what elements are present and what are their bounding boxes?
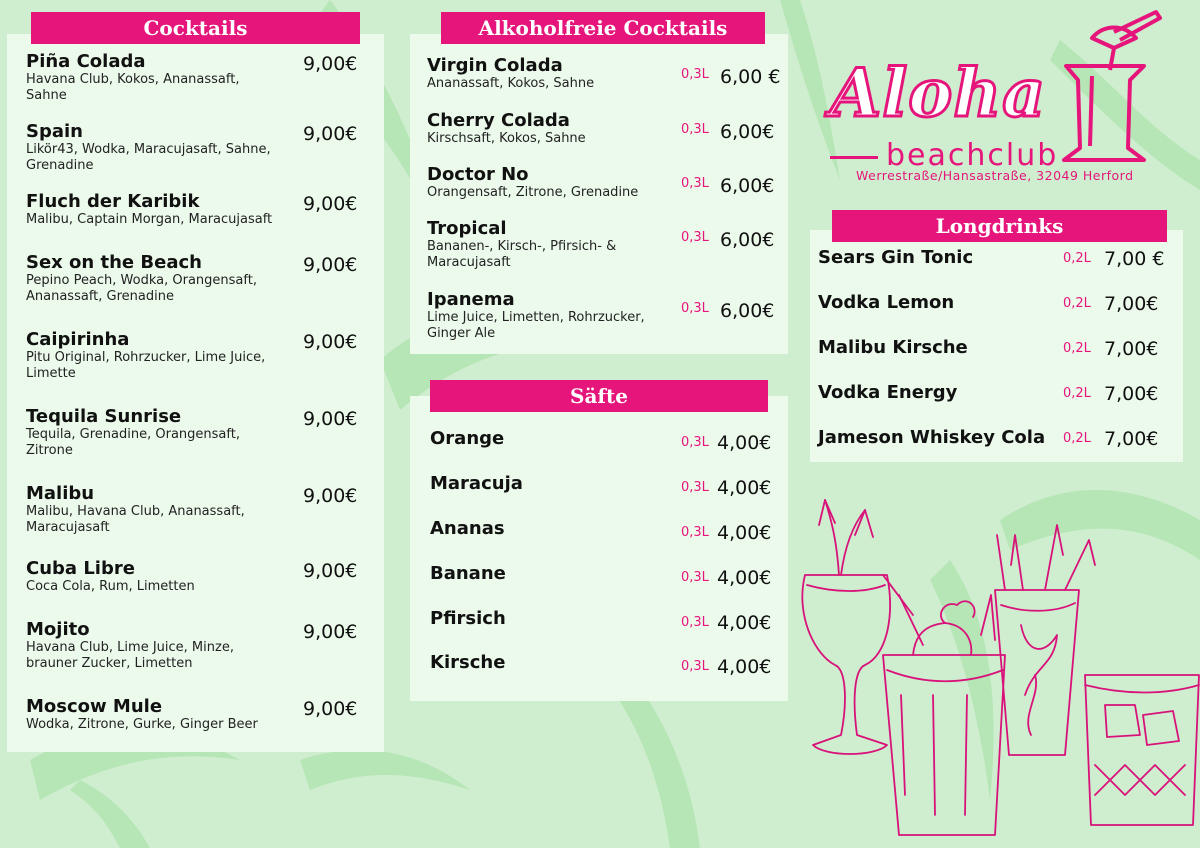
alkoholfrei-item-volume: 0,3L — [681, 122, 709, 137]
cocktails-item-description: Coca Cola, Rum, Limetten — [26, 579, 195, 594]
saefte-item-name: Maracuja — [430, 473, 523, 494]
cocktails-item-description: Malibu, Havana Club, Ananassaft, Maracujasaft — [26, 504, 245, 535]
cocktails-item — [26, 406, 366, 466]
longdrinks-item-name: Vodka Energy — [818, 382, 958, 403]
alkoholfrei-item-price: 6,00€ — [720, 121, 775, 143]
cocktail-glasses-icon — [795, 495, 1200, 845]
saefte-item — [430, 563, 780, 593]
longdrinks-item-volume: 0,2L — [1063, 341, 1091, 356]
cocktails-item-description: Pitu Original, Rohrzucker, Lime Juice, Limette — [26, 350, 266, 381]
saefte-item — [430, 518, 780, 548]
longdrinks-item-volume: 0,2L — [1063, 386, 1091, 401]
alkoholfrei-item-price: 6,00 € — [720, 66, 781, 88]
cocktails-item-price: 9,00€ — [303, 53, 358, 75]
cocktails-heading: Cocktails — [31, 12, 360, 44]
cocktails-item-price: 9,00€ — [303, 621, 358, 643]
longdrinks-item-volume: 0,2L — [1063, 296, 1091, 311]
saefte-item-volume: 0,3L — [681, 570, 709, 585]
saefte-item-price: 4,00€ — [717, 522, 772, 544]
longdrinks-item-volume: 0,2L — [1063, 431, 1091, 446]
longdrinks-item — [818, 247, 1178, 277]
cocktails-item — [26, 558, 366, 618]
saefte-item-name: Kirsche — [430, 652, 506, 673]
cocktails-item — [26, 121, 366, 181]
alkoholfrei-item — [427, 164, 787, 219]
aloha-logo — [826, 8, 1176, 193]
longdrinks-item-name: Vodka Lemon — [818, 292, 955, 313]
alkoholfrei-item-name: Virgin Colada — [427, 55, 563, 76]
saefte-item — [430, 473, 780, 503]
alkoholfrei-item-name: Doctor No — [427, 164, 529, 185]
cocktails-item-name: Sex on the Beach — [26, 252, 202, 273]
cocktails-item-name: Caipirinha — [26, 329, 130, 350]
saefte-item — [430, 428, 780, 458]
longdrinks-item-name: Malibu Kirsche — [818, 337, 968, 358]
logo-underline — [830, 156, 878, 159]
alkoholfrei-heading: Alkoholfreie Cocktails — [441, 12, 765, 44]
saefte-item-price: 4,00€ — [717, 612, 772, 634]
cocktails-item-description: Likör43, Wodka, Maracujasaft, Sahne, Grenadine — [26, 142, 271, 173]
alkoholfrei-item-name: Tropical — [427, 218, 507, 239]
alkoholfrei-item-description: Ananassaft, Kokos, Sahne — [427, 76, 595, 91]
drink-glass-icon — [1044, 8, 1174, 168]
longdrinks-item-price: 7,00€ — [1104, 428, 1159, 450]
cocktails-item-price: 9,00€ — [303, 485, 358, 507]
saefte-item-volume: 0,3L — [681, 659, 709, 674]
cocktails-item-price: 9,00€ — [303, 331, 358, 353]
alkoholfrei-item-volume: 0,3L — [681, 67, 709, 82]
cocktails-item-name: Mojito — [26, 619, 90, 640]
alkoholfrei-item — [427, 289, 787, 344]
alkoholfrei-item-name: Cherry Colada — [427, 110, 570, 131]
saefte-heading: Säfte — [430, 380, 768, 412]
longdrinks-item-price: 7,00€ — [1104, 383, 1159, 405]
logo-script: Aloha — [830, 54, 1047, 132]
cocktails-item-description: Havana Club, Kokos, Ananassaft, Sahne — [26, 72, 240, 103]
alkoholfrei-item-description: Bananen-, Kirsch-, Pfirsich- & Maracujasaft — [427, 239, 617, 270]
longdrinks-item-name: Jameson Whiskey Cola — [818, 427, 1046, 448]
alkoholfrei-item — [427, 55, 787, 110]
cocktails-item-description: Havana Club, Lime Juice, Minze, brauner Zucker, Limetten — [26, 640, 234, 671]
cocktails-item-price: 9,00€ — [303, 408, 358, 430]
saefte-item — [430, 652, 780, 682]
longdrinks-item — [818, 382, 1178, 412]
cocktails-item-description: Pepino Peach, Wodka, Orangensaft, Ananassaft, Grenadine — [26, 273, 257, 304]
alkoholfrei-item-volume: 0,3L — [681, 230, 709, 245]
longdrinks-item-price: 7,00 € — [1104, 248, 1165, 270]
cocktails-item — [26, 191, 366, 251]
cocktails-item-name: Tequila Sunrise — [26, 406, 182, 427]
cocktails-item-price: 9,00€ — [303, 698, 358, 720]
saefte-item-volume: 0,3L — [681, 480, 709, 495]
saefte-item-name: Orange — [430, 428, 505, 449]
saefte-item-name: Ananas — [430, 518, 505, 539]
saefte-item-name: Pfirsich — [430, 608, 506, 629]
logo-subtitle: beachclub — [886, 138, 1059, 173]
logo-address: Werrestraße/Hansastraße, 32049 Herford — [856, 168, 1134, 183]
alkoholfrei-item-price: 6,00€ — [720, 300, 775, 322]
cocktails-item — [26, 329, 366, 389]
alkoholfrei-item — [427, 218, 787, 273]
cocktails-item — [26, 252, 366, 312]
longdrinks-item-volume: 0,2L — [1063, 251, 1091, 266]
longdrinks-heading: Longdrinks — [832, 210, 1167, 242]
alkoholfrei-item-description: Lime Juice, Limetten, Rohrzucker, Ginger Ale — [427, 310, 645, 341]
alkoholfrei-item-volume: 0,3L — [681, 176, 709, 191]
cocktails-item — [26, 483, 366, 543]
cocktails-item-name: Fluch der Karibik — [26, 191, 200, 212]
longdrinks-item — [818, 292, 1178, 322]
saefte-item-name: Banane — [430, 563, 506, 584]
cocktails-item — [26, 51, 366, 111]
cocktails-item-name: Cuba Libre — [26, 558, 135, 579]
longdrinks-item-price: 7,00€ — [1104, 338, 1159, 360]
alkoholfrei-item-description: Orangensaft, Zitrone, Grenadine — [427, 185, 639, 200]
saefte-item-price: 4,00€ — [717, 432, 772, 454]
cocktails-item-price: 9,00€ — [303, 193, 358, 215]
alkoholfrei-item — [427, 110, 787, 165]
cocktails-item-price: 9,00€ — [303, 560, 358, 582]
saefte-item-volume: 0,3L — [681, 435, 709, 450]
cocktails-item-price: 9,00€ — [303, 254, 358, 276]
longdrinks-item-price: 7,00€ — [1104, 293, 1159, 315]
cocktails-item-name: Spain — [26, 121, 83, 142]
alkoholfrei-item-volume: 0,3L — [681, 301, 709, 316]
alkoholfrei-item-name: Ipanema — [427, 289, 515, 310]
cocktails-item — [26, 619, 366, 679]
alkoholfrei-item-description: Kirschsaft, Kokos, Sahne — [427, 131, 586, 146]
longdrinks-item — [818, 427, 1178, 457]
saefte-item — [430, 608, 780, 638]
cocktails-item — [26, 696, 366, 756]
longdrinks-item — [818, 337, 1178, 367]
cocktails-item-description: Malibu, Captain Morgan, Maracujasaft — [26, 212, 273, 227]
cocktails-item-price: 9,00€ — [303, 123, 358, 145]
saefte-item-price: 4,00€ — [717, 567, 772, 589]
cocktails-item-name: Malibu — [26, 483, 95, 504]
cocktails-item-name: Piña Colada — [26, 51, 146, 72]
alkoholfrei-item-price: 6,00€ — [720, 175, 775, 197]
cocktails-item-description: Wodka, Zitrone, Gurke, Ginger Beer — [26, 717, 258, 732]
saefte-item-price: 4,00€ — [717, 656, 772, 678]
saefte-item-volume: 0,3L — [681, 525, 709, 540]
saefte-item-price: 4,00€ — [717, 477, 772, 499]
cocktails-item-description: Tequila, Grenadine, Orangensaft, Zitrone — [26, 427, 240, 458]
saefte-item-volume: 0,3L — [681, 615, 709, 630]
cocktails-item-name: Moscow Mule — [26, 696, 163, 717]
longdrinks-item-name: Sears Gin Tonic — [818, 247, 974, 268]
alkoholfrei-item-price: 6,00€ — [720, 229, 775, 251]
